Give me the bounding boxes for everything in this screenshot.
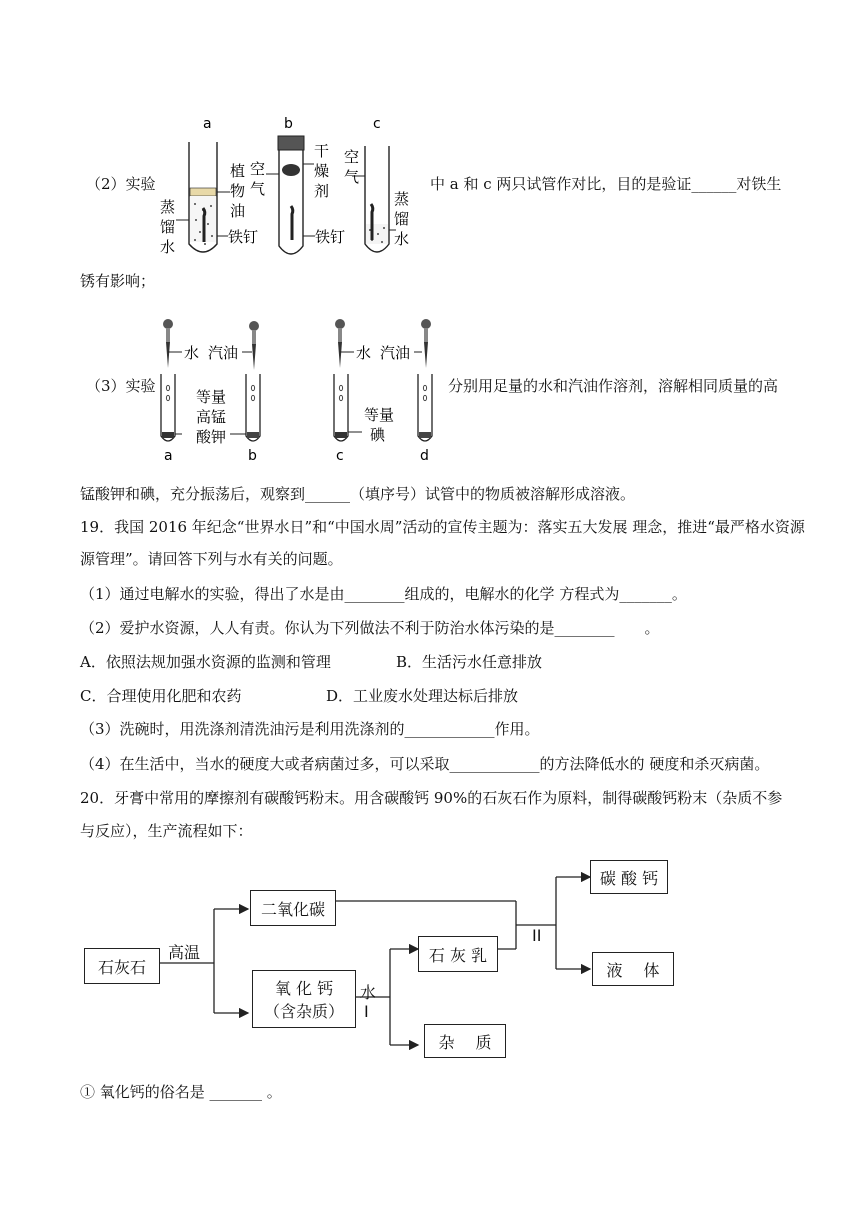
q20-intro-line1: 20．牙膏中常用的摩擦剂有碳酸钙粉末。用含碳酸钙 90%的石灰石作为原料，制得碳酸钙粉末（杂质不参 bbox=[80, 789, 783, 807]
q18-part3-suffix: 分别用足量的水和汽油作溶剂，溶解相同质量的高 bbox=[448, 377, 779, 395]
water-c-label-2: 馏 bbox=[394, 210, 410, 228]
q19-option-d: D．工业废水处理达标后排放 bbox=[326, 687, 519, 705]
air-c-label-1: 空 bbox=[344, 148, 360, 166]
tube-a-label: a bbox=[164, 448, 173, 464]
kmno4-label-2: 高锰 bbox=[196, 408, 227, 426]
q19-part3: （3）洗碗时，用洗涤剂清洗油污是利用洗涤剂的____________作用。 bbox=[80, 720, 540, 738]
q20-question1: ① 氧化钙的俗名是 _______ 。 bbox=[80, 1083, 282, 1101]
q19-part1: （1）通过电解水的实验，得出了水是由________组成的，电解水的化学 方程式为_______。 bbox=[80, 585, 687, 603]
iodine-label-2: 碘 bbox=[370, 426, 386, 444]
caco3-box: 碳 酸 钙 bbox=[590, 860, 668, 894]
co2-box: 二氧化碳 bbox=[250, 890, 336, 926]
q19-part2: （2）爱护水资源，人人有责。你认为下列做法不利于防治水体污染的是________ 。 bbox=[80, 619, 660, 637]
cao-box-line2: （含杂质） bbox=[263, 1002, 344, 1021]
rusting-experiment-figure bbox=[158, 112, 420, 264]
q19-option-b: B．生活污水任意排放 bbox=[396, 653, 543, 671]
cao-box-line1: 氧 化 钙 bbox=[274, 979, 334, 998]
desiccant-label-2: 燥 bbox=[314, 162, 330, 180]
q19-option-a: A．依照法规加强水资源的监测和管理 bbox=[80, 653, 331, 671]
q19-option-c: C．合理使用化肥和农药 bbox=[80, 687, 242, 705]
tube-c-label: c bbox=[336, 448, 344, 464]
kmno4-label-1: 等量 bbox=[196, 388, 227, 406]
tube-b-label: b bbox=[248, 448, 257, 464]
impurity-box: 杂 质 bbox=[424, 1024, 506, 1058]
oil-label-2: 物 bbox=[230, 182, 246, 200]
lime-milk-box: 石 灰 乳 bbox=[418, 936, 498, 972]
air-b-label-1: 空 bbox=[250, 160, 266, 178]
liquid-box: 液 体 bbox=[592, 952, 674, 986]
water-label-1: 水 bbox=[184, 344, 200, 362]
oil-label-3: 油 bbox=[230, 202, 246, 220]
desiccant-label-1: 干 bbox=[314, 142, 330, 160]
iodine-label-1: 等量 bbox=[364, 406, 395, 424]
limestone-box: 石灰石 bbox=[84, 948, 160, 984]
air-c-label-2: 气 bbox=[344, 168, 360, 186]
desiccant-label-3: 剂 bbox=[314, 182, 330, 200]
q19-intro-line1: 19．我国 2016 年纪念“世界水日”和“中国水周”活动的宣传主题为：落实五大发展 理念，推进“最严格水资源 bbox=[80, 518, 805, 536]
q19-intro-line2: 源管理”。请回答下列与水有关的问题。 bbox=[80, 550, 343, 568]
nail-a-label: 铁钉 bbox=[228, 228, 259, 246]
q18-part2-continuation: 锈有影响； bbox=[80, 272, 156, 290]
kmno4-label-3: 酸钾 bbox=[196, 428, 227, 446]
q18-part2-prefix: （2）实验 bbox=[86, 175, 156, 193]
water-a-label-3: 水 bbox=[160, 238, 176, 256]
water-label-2: 水 bbox=[356, 344, 372, 362]
cao-box bbox=[252, 970, 356, 1028]
q19-part4: （4）在生活中，当水的硬度大或者病菌过多，可以采取____________的方法降低水的 硬度和杀灭病菌。 bbox=[80, 755, 770, 773]
water-a-label-1: 蒸 bbox=[160, 198, 176, 216]
nail-b-label: 铁钉 bbox=[315, 228, 346, 246]
step-ii-label: II bbox=[532, 926, 542, 945]
water-c-label-1: 蒸 bbox=[394, 190, 410, 208]
tube-a-label: a bbox=[203, 116, 212, 132]
high-temp-label: 高温 bbox=[168, 943, 201, 962]
q18-part3-prefix: （3）实验 bbox=[86, 377, 156, 395]
tube-c-label: c bbox=[373, 116, 381, 132]
gasoline-label-2: 汽油 bbox=[380, 344, 411, 362]
q20-intro-line2: 与反应），生产流程如下： bbox=[80, 822, 253, 840]
water-a-label-2: 馏 bbox=[160, 218, 176, 236]
water-c-label-3: 水 bbox=[394, 230, 410, 248]
oil-label-1: 植 bbox=[230, 162, 246, 180]
step-i-label: I bbox=[364, 1002, 369, 1021]
air-b-label-2: 气 bbox=[250, 180, 266, 198]
water-label: 水 bbox=[360, 983, 377, 1002]
tube-d-label: d bbox=[420, 448, 429, 464]
dissolving-experiment-figure bbox=[156, 312, 438, 464]
q18-part2-suffix: 中 a 和 c 两只试管作对比，目的是验证______对铁生 bbox=[430, 175, 782, 193]
tube-b-label: b bbox=[284, 116, 293, 132]
gasoline-label-1: 汽油 bbox=[208, 344, 239, 362]
q18-part3-continuation: 锰酸钾和碘，充分振荡后，观察到______（填序号）试管中的物质被溶解形成溶液。 bbox=[80, 485, 636, 503]
